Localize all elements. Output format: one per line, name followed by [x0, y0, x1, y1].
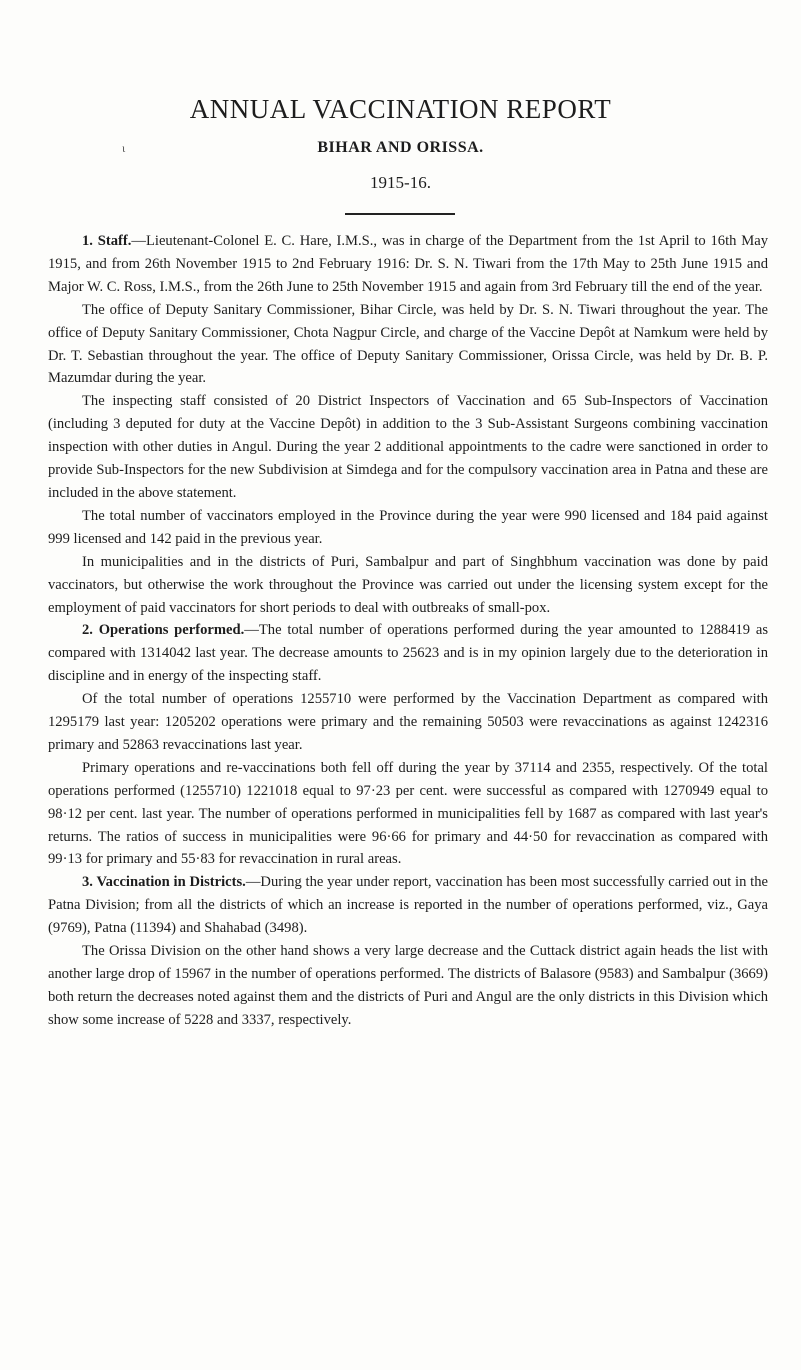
paragraph-text: Primary operations and re-vaccinations both fell off during the year by 37114 and 2355, respectively. Of the total operations performed (1255710) 1221018 equal to 97·23 per cent. were successful as compared with 1270949 equal to 98·12 per cent. last year. The number of operations performed in municipalities fell by 1687 as compared with last year's returns. The ratios of success in municipalities were 96·66 for primary and 44·50 for revaccination as compared with 99·13 for primary and 55·83 for revaccination in rural areas. [48, 759, 768, 868]
paragraph [48, 619, 768, 688]
report-body [48, 230, 768, 1032]
paragraph-text: The office of Deputy Sanitary Commissioner, Bihar Circle, was held by Dr. S. N. Tiwari throughout the year. The office of Deputy Sanitary Commissioner, Chota Nagpur Circle, and charge of the Vaccine Depôt at Namkum were held by Dr. T. Sebastian throughout the year. The office of Deputy Sanitary Commissioner, Orissa Circle, was held by Dr. B. P. Mazumdar during the year. [48, 301, 768, 387]
paragraph [48, 299, 768, 391]
paragraph-text: The total number of vaccinators employed in the Province during the year were 990 licensed and 184 paid against 999 licensed and 142 paid in the previous year. [48, 507, 768, 547]
paragraph-text: The Orissa Division on the other hand shows a very large decrease and the Cuttack district again heads the list with another large drop of 15967 in the number of operations performed. The districts of Balasore (9583) and Sambalpur (3669) both return the decreases noted against them and the districts of Puri and Angul are the only districts in this Division which show some increase of 5228 and 3337, respectively. [48, 943, 768, 1028]
paragraph-text: —During the year under report, vaccination has been most successfully carried out in the Patna Division; from all the districts of which an increase is reported in the number of operations performed, viz., Gaya (9769), Patna (11394) and Shahabad (3498). [48, 874, 769, 937]
paragraph-text: In municipalities and in the districts of Puri, Sambalpur and part of Singhbhum vaccination was done by paid vaccinators, but otherwise the work throughout the Province was carried out under the licensing system except for the employment of paid vaccinators for short periods to deal with outbreaks of small-pox. [48, 553, 768, 616]
paragraph [48, 688, 768, 757]
paragraph [48, 551, 768, 620]
paragraph [48, 871, 768, 940]
section-heading: 3. Vaccination in Districts. [82, 874, 246, 891]
paragraph-text: Of the total number of operations 1255710 were performed by the Vaccination Department as compared with 1295179 last year: 1205202 operations were primary and the remaining 50503 were revaccinations as against 1242316 primary and 52863 revaccinations last year. [48, 691, 768, 753]
paragraph-text: The inspecting staff consisted of 20 District Inspectors of Vaccination and 65 Sub-Inspectors of Vaccination (including 3 deputed for duty at the Vaccine Depôt) in addition to the 3 Sub-Assistant Surgeons combining vaccination inspection with other duties in Angul. During the year 2 additional appointments to the cadre were sanctioned in order to provide Sub-Inspectors for the new Subdivision at Simdega and for the compulsory vaccination area in Patna and these are included in the above statement. [48, 393, 768, 501]
paragraph-text: —The total number of operations performed during the year amounted to 1288419 as compared with 1314042 last year. The decrease amounts to 25623 and is in my opinion largely due to the deterioration in discipline and in energy of the inspecting staff. [48, 622, 768, 685]
paragraph [48, 390, 768, 505]
section-heading: 2. Operations performed. [82, 622, 245, 639]
paragraph [48, 505, 768, 551]
report-years: 1915-16. [370, 173, 431, 192]
paragraph-text: —Lieutenant-Colonel E. C. Hare, I.M.S., was in charge of the Department from the 1st April to 16th May 1915, and from 26th November 1915 to 2nd February 1916: Dr. S. N. Tiwari from the 17th May to 25th June 1915 and Major W. C. Ross, I.M.S., from the 26th June to 25th November 1915 and again from 3rd February till the end of the year. [48, 233, 768, 295]
paragraph [48, 230, 768, 299]
title-divider [345, 213, 455, 215]
paragraph [48, 940, 768, 1032]
report-title: ANNUAL VACCINATION REPORT [189, 94, 612, 124]
paragraph [48, 757, 768, 872]
margin-mark: ι [122, 141, 126, 155]
report-subtitle: BIHAR AND ORISSA. [317, 139, 484, 156]
section-heading: 1. Staff. [82, 233, 132, 249]
